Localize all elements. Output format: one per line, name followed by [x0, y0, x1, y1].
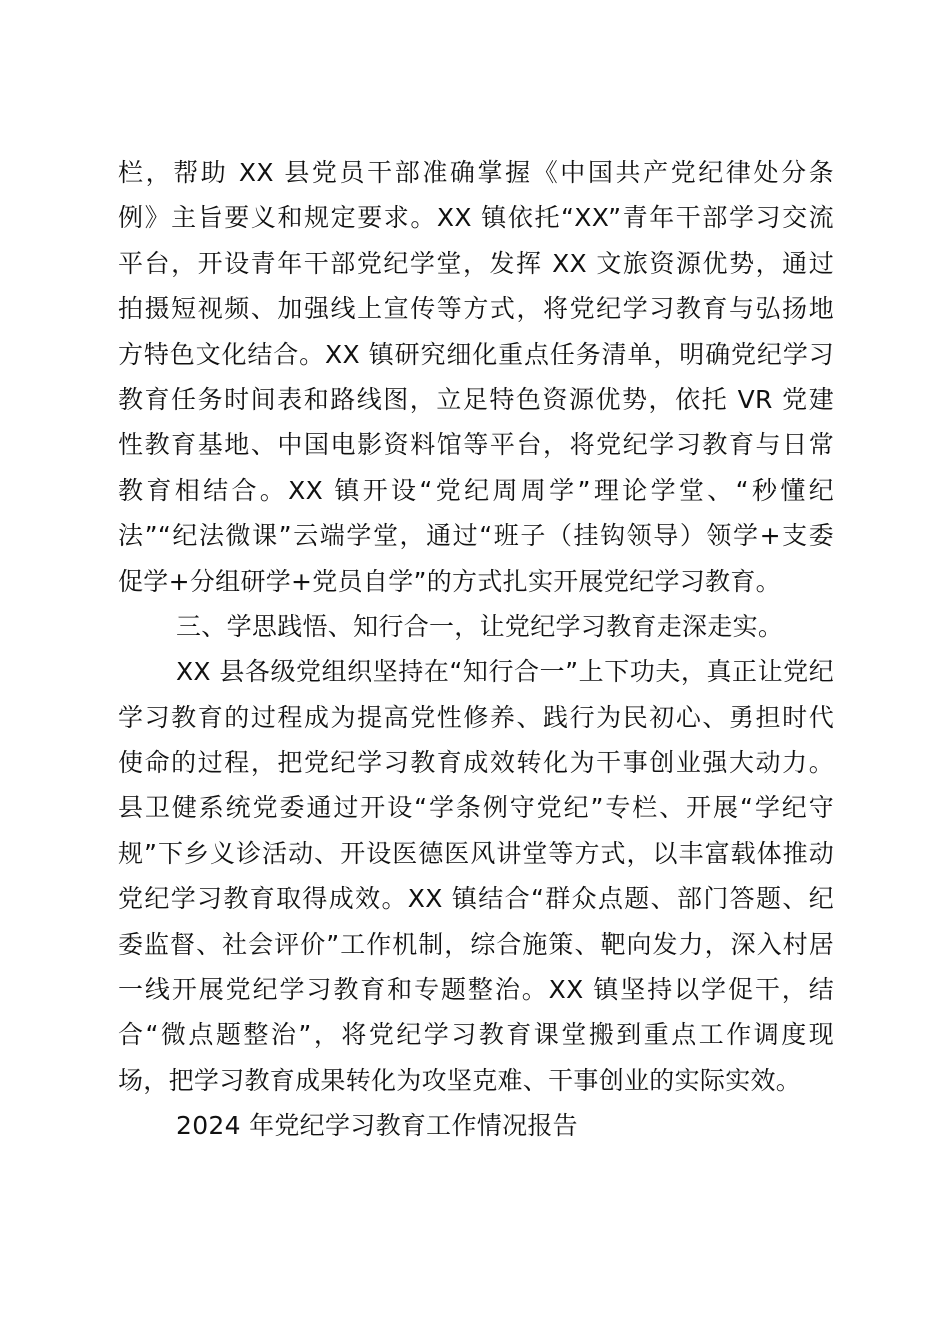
text-line: 例》主旨要义和规定要求。XX 镇依托“XX”青年干部学习交流	[118, 203, 834, 233]
text-line: 方特色文化结合。XX 镇研究细化重点任务清单，明确党纪学习	[118, 339, 834, 369]
text-line: 性教育基地、中国电影资料馆等平台，将党纪学习教育与日常	[118, 430, 834, 460]
text-line: 平台，开设青年干部党纪学堂，发挥 XX 文旅资源优势，通过	[118, 248, 834, 278]
text-line: 法”“纪法微课”云端学堂，通过“班子（挂钩领导）领学+支委	[118, 521, 834, 551]
text-line: 学习教育的过程成为提高党性修养、践行为民初心、勇担时代	[118, 702, 834, 732]
text-line: 拍摄短视频、加强线上宣传等方式，将党纪学习教育与弘扬地	[118, 294, 834, 324]
text-line: 教育任务时间表和路线图，立足特色资源优势，依托 VR 党建	[118, 384, 834, 414]
report-title: 2024 年党纪学习教育工作情况报告	[176, 1111, 578, 1141]
document-body	[118, 150, 834, 1149]
text-line: 委监督、社会评价”工作机制，综合施策、靶向发力，深入村居	[118, 929, 834, 959]
text-line: 规”下乡义诊活动、开设医德医风讲堂等方式，以丰富载体推动	[118, 838, 834, 868]
text-line: XX 县各级党组织坚持在“知行合一”上下功夫，真正让党纪	[176, 657, 834, 687]
text-line: 合“微点题整治”，将党纪学习教育课堂搬到重点工作调度现	[118, 1020, 834, 1050]
section-heading: 三、学思践悟、知行合一，让党纪学习教育走深走实。	[176, 611, 784, 641]
text-line: 县卫健系统党委通过开设“学条例守党纪”专栏、开展“学纪守	[118, 793, 834, 823]
text-line: 场，把学习教育成果转化为攻坚克难、干事创业的实际实效。	[118, 1065, 802, 1095]
text-line: 促学+分组研学+党员自学”的方式扎实开展党纪学习教育。	[118, 566, 781, 596]
text-line: 使命的过程，把党纪学习教育成效转化为干事创业强大动力。	[118, 748, 834, 778]
text-line: 一线开展党纪学习教育和专题整治。XX 镇坚持以学促干，结	[118, 975, 834, 1005]
text-line: 教育相结合。XX 镇开设“党纪周周学”理论学堂、“秒懂纪	[118, 475, 834, 505]
text-line: 栏，帮助 XX 县党员干部准确掌握《中国共产党纪律处分条	[118, 158, 834, 187]
text-line: 党纪学习教育取得成效。XX 镇结合“群众点题、部门答题、纪	[118, 884, 834, 914]
